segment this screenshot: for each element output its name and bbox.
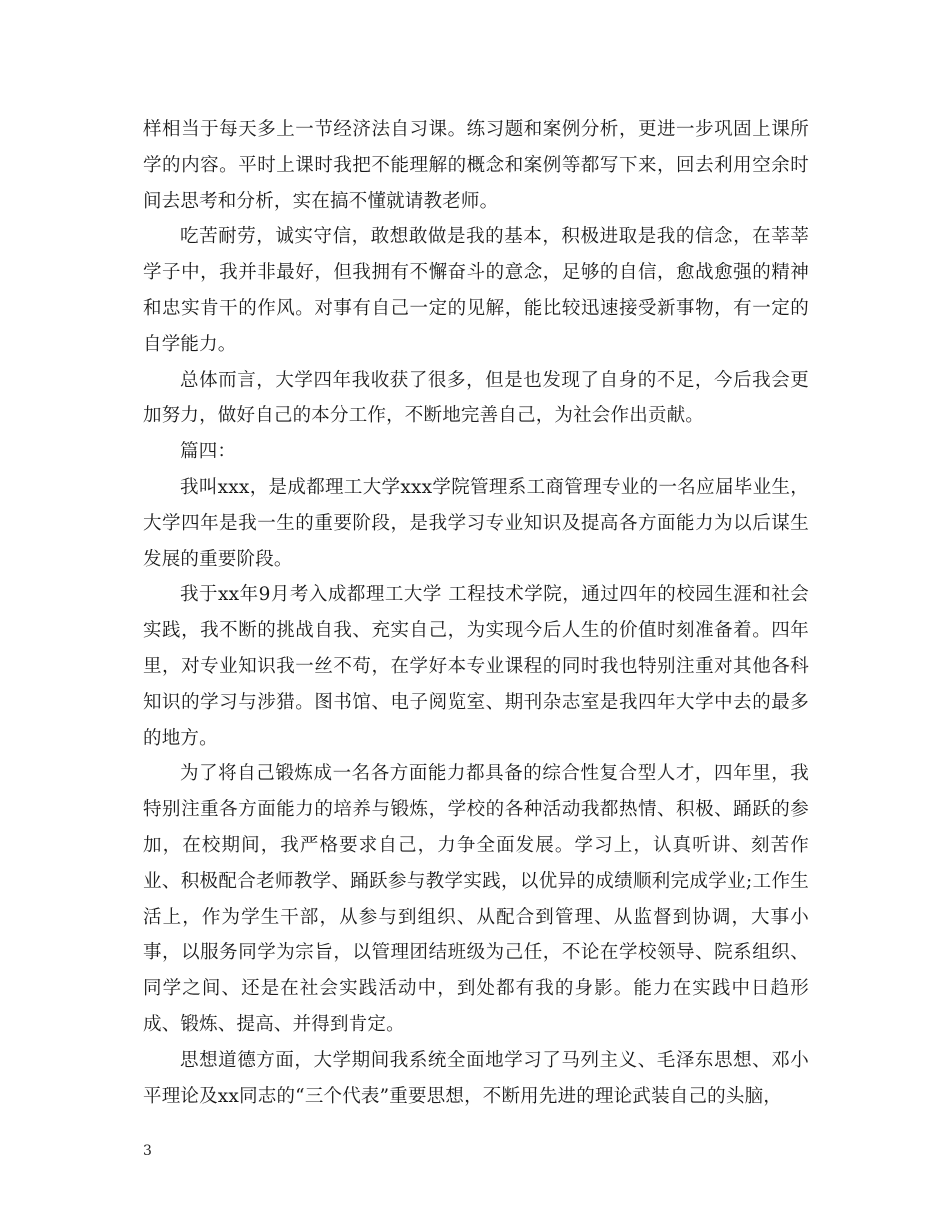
paragraph-5: 我于xx年9月考入成都理工大学 工程技术学院，通过四年的校园生涯和社会实践，我不断的挑战自我、充实自己，为实现今后人生的价值时刻准备着。四年里，对专业知识我一丝不苟，在学好本专业课程的同时我也特别注重对其他各科知识的学习与涉猎。图书馆、电子阅览室、期刊杂志室是我四年大学中去的最多的地方。 <box>143 584 809 749</box>
paragraph-4: 我叫xxx，是成都理工大学xxx学院管理系工商管理专业的一名应届毕业生，大学四年是我一生的重要阶段，是我学习专业知识及提高各方面能力为以后谋生发展的重要阶段。 <box>143 476 809 570</box>
section-heading: 篇四： <box>180 441 237 463</box>
body-text <box>143 112 809 1114</box>
paragraph-2: 吃苦耐劳，诚实守信，敢想敢做是我的基本，积极进取是我的信念，在莘莘学子中，我并非最好，但我拥有不懈奋斗的意念，足够的自信，愈战愈强的精神和忠实肯干的作风。对事有自己一定的见解，能比较迅速接受新事物，有一定的自学能力。 <box>143 226 809 355</box>
paragraph-7: 思想道德方面，大学期间我系统全面地学习了马列主义、毛泽东思想、邓小平理论及xx同志的“三个代表”重要思想，不断用先进的理论武装自己的头脑， <box>143 1049 809 1107</box>
paragraph-1: 样相当于每天多上一节经济法自习课。练习题和案例分析，更进一步巩固上课所学的内容。平时上课时我把不能理解的概念和案例等都写下来，回去利用空余时间去思考和分析，实在搞不懂就请教老师。 <box>143 119 809 212</box>
paragraph-3: 总体而言，大学四年我收获了很多，但是也发现了自身的不足，今后我会更加努力，做好自己的本分工作，不断地完善自己，为社会作出贡献。 <box>143 369 809 427</box>
page-number: 3 <box>143 1143 152 1159</box>
paragraph-6: 为了将自己锻炼成一名各方面能力都具备的综合性复合型人才，四年里，我特别注重各方面能力的培养与锻炼，学校的各种活动我都热情、积极、踊跃的参加，在校期间，我严格要求自己，力争全面发展。学习上，认真听讲、刻苦作业、积极配合老师教学、踊跃参与教学实践，以优异的成绩顺利完成学业;工作生活上，作为学生干部，从参与到组织、从配合到管理、从监督到协调，大事小事，以服务同学为宗旨，以管理团结班级为己任，不论在学校领导、院系组织、同学之间、还是在社会实践活动中，到处都有我的身影。能力在实践中日趋形成、锻炼、提高、并得到肯定。 <box>143 763 809 1035</box>
